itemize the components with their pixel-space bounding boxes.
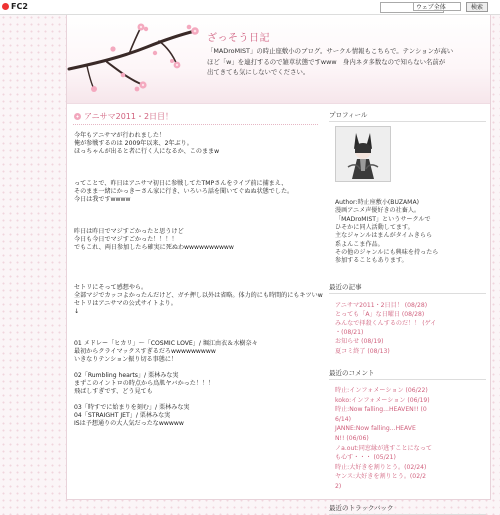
recent-comment-link[interactable]: 6/14) xyxy=(335,415,352,423)
entry-line: 最初からクライマックスすぎるだろwwwwwwwww xyxy=(74,348,216,355)
entry-line: いきなりテンション振り切る事態に！ xyxy=(74,356,178,363)
entry-title[interactable] xyxy=(73,110,318,125)
fc2-logo[interactable]: FC2 xyxy=(2,2,28,11)
entry-line: 全部マジでカッコよかったんだけど、ガチ押し以外は省略。体力的にも時間的にもキツいw xyxy=(74,292,323,299)
profile-line: Author:時止座敷小(BUZAMA) xyxy=(335,199,419,206)
profile-heading: プロフィール xyxy=(329,110,486,122)
profile-line: その他のジャンルにも興味を持ったら xyxy=(335,248,439,256)
entry-line: 01 メドレー「ヒカリ」～「COSMIC LOVE」/ 堀江由衣＆水樹奈々 xyxy=(74,340,258,347)
entry-line: 今日は我ですwwww xyxy=(74,196,131,203)
recent-post-link[interactable]: 夏コミ終了 (08/13) xyxy=(335,347,390,355)
profile-avatar xyxy=(335,126,391,182)
entry-line: 今日も今日でマジすごかった！！！！ xyxy=(74,236,178,243)
recent-comment-link[interactable]: 時止:大好きを割りとう。(02/24) xyxy=(335,463,427,471)
entry-line: ↓ xyxy=(74,308,80,315)
entry-line: そのまま一緒にかっきーさん家に行き、いろいろ話を聞いてぐぬぬ状態でした。 xyxy=(74,188,294,195)
entry-line: 今年もアニサマが行われました！ xyxy=(74,132,166,139)
recent-posts-heading: 最近の記事 xyxy=(329,282,486,294)
profile-line: ひそかに同人活動してます。 xyxy=(335,223,414,231)
cherry-blossom-branch-icon xyxy=(67,19,207,101)
blog-description-line: ほど「w」を連打するので雑草状態ですwww 身内ネタ多数なので知らない名前が xyxy=(207,57,446,66)
recent-comment-link[interactable]: ノa.out:同窓縁が逃すことになって xyxy=(335,444,432,452)
entry-line: セトリにそって感想やら。 xyxy=(74,284,148,291)
recent-comment-link[interactable]: 時止:インフォメーション (06/22) xyxy=(335,387,428,394)
recent-post-link[interactable]: ・(08/21) xyxy=(335,329,364,337)
entry-line: でもこれ、両日参加したら確実に死ぬわwwwwwwwwww xyxy=(74,244,234,251)
entry-line: ほっちゃんが出ると者に行く人になるか、このままw xyxy=(74,148,220,155)
entry-line: まずこのイントロの時点から鳥肌ヤバかった！！！ xyxy=(74,380,215,387)
blog-header xyxy=(67,15,490,104)
profile-line: 主なジャンルはまんがタイムきらら xyxy=(335,232,433,240)
fc2-logo-icon xyxy=(2,3,9,10)
recent-comment-link[interactable]: ヤンス:大好きを割りとう。(02/2 xyxy=(335,473,426,481)
flower-bullet-icon xyxy=(74,113,81,120)
entry-line: ISは予想通りの大人気だったなwwwww xyxy=(74,420,184,427)
entry-line: 昨日は昨日でマジすごかったと思うけど xyxy=(74,228,184,235)
recent-comments-heading: 最近のコメント xyxy=(329,368,486,380)
recent-post-link[interactable]: お知らせ (08/19) xyxy=(335,338,384,346)
search-button[interactable]: 検索 xyxy=(466,2,488,12)
search-scope-select[interactable]: ウェブ全体 xyxy=(413,2,461,11)
blog-container xyxy=(66,15,491,512)
entry-title-text[interactable]: アニサマ2011・2日目！ xyxy=(84,112,174,121)
entry-column xyxy=(73,110,323,492)
entry-line: 04「STRAIGHT JET」/ 栗林みな実 xyxy=(74,412,171,419)
recent-post-link[interactable]: みんなで拝殺くんするのだ！！ (ゲイ xyxy=(335,320,437,328)
entry-line: セトリはアニサマの公式サイトより。 xyxy=(74,300,177,307)
recent-post-link[interactable]: とっても「A」な日曜日 (08/28) xyxy=(335,311,425,319)
entry-line: 02「Rumbling hearts」/ 栗林みな実 xyxy=(74,372,179,379)
blog-title[interactable]: ざっそう日記 xyxy=(207,33,270,44)
entry-body xyxy=(73,132,323,492)
blog-description xyxy=(207,46,485,78)
blog-description-line: 「MADroMIST」の時止座敷小のブログ。サークル情報もこちらで。テンションが高い xyxy=(207,47,454,55)
entry-line: 飛ばしすぎです、どう見ても xyxy=(74,388,153,395)
profile-line: 系よんこま作品。 xyxy=(335,240,384,248)
blog-description-line: 出てきても気にしないでください。 xyxy=(207,68,310,76)
recent-comment-link[interactable]: も心す・・・ (05/21) xyxy=(335,454,396,462)
recent-comment-link[interactable]: JANNE:Now falling...HEAVE xyxy=(335,425,416,433)
entry-line: 俺が参戦するのは 2009年以来、2年ぶり。 xyxy=(74,140,193,147)
entry-line: ってことで、昨日はアニサマ初日に参戦してたTMPさんをライブ前に捕まえ、 xyxy=(74,180,288,187)
recent-post-link[interactable]: アニサマ2011・2日目！ (08/28) xyxy=(335,302,428,309)
profile-line: 参加することもあります。 xyxy=(335,257,408,265)
profile-line: 「MADroMIST」というサークルで xyxy=(335,215,431,223)
recent-trackbacks-heading: 最近のトラックバック xyxy=(329,503,486,515)
avatar-illustration-icon xyxy=(336,127,390,181)
fc2-toolbar xyxy=(0,0,500,15)
recent-comment-link[interactable]: 2) xyxy=(335,483,342,490)
entry-line: 03「時すでに始まりを刻む」/ 栗林みな実 xyxy=(74,404,190,411)
recent-comment-link[interactable]: N!! (06/06) xyxy=(335,435,369,442)
recent-comment-link[interactable]: 時止:Now falling...HEAVEN!! (0 xyxy=(335,406,427,414)
recent-comment-link[interactable]: koko:インフォメーション (06/19) xyxy=(335,396,430,404)
profile-line: 漫画アニメ声優好きの社畜人。 xyxy=(335,207,421,215)
